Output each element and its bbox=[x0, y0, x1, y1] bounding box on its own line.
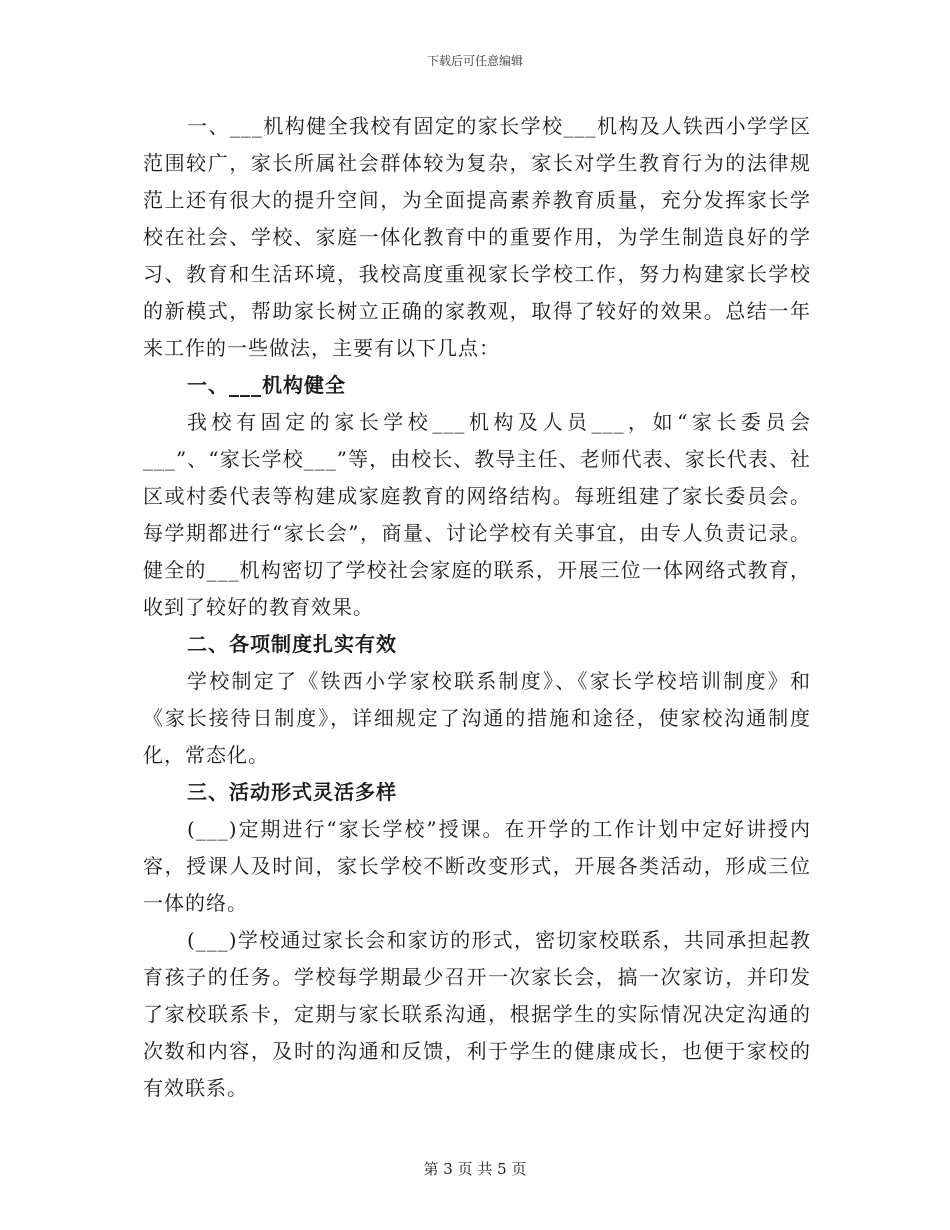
section-3-paragraph-1: (___)定期进行“家长学校”授课。在开学的工作计划中定好讲授内容，授课人及时间，家长学校不断改变形式，开展各类活动，形成三位一体的络。 bbox=[143, 817, 811, 915]
section-heading-1: 一、___机构健全 bbox=[187, 373, 346, 397]
section-2-paragraph: 学校制定了《铁西小学家校联系制度》、《家长学校培训制度》和《家长接待日制度》，详细规定了沟通的措施和途径，使家校沟通制度化，常态化。 bbox=[143, 669, 811, 767]
page-header: 下载后可任意编辑 bbox=[426, 54, 523, 68]
section-1-paragraph: 我校有固定的家长学校___机构及人员___，如“家长委员会___”、“家长学校___”等，由校长、教导主任、老师代表、家长代表、社区或村委代表等构建成家庭教育的网络结构。每班组建了家长委员会。每学期都进行“家长会”，商量、讨论学校有关事宜，由专人负责记录。健全的___机构密切了学校社会家庭的联系，开展三位一体网络式教育，收到了较好的教育效果。 bbox=[143, 410, 811, 619]
page-number: 第 3 页 共 5 页 bbox=[423, 1160, 527, 1178]
section-3-paragraph-2: (___)学校通过家长会和家访的形式，密切家校联系，共同承担起教育孩子的任务。学校每学期最少召开一次家长会，搞一次家访，并印发了家校联系卡，定期与家长联系沟通，根据学生的实际情况决定沟通的次数和内容，及时的沟通和反馈，利于学生的健康成长，也便于家校的有效联系。 bbox=[143, 928, 811, 1100]
document-body bbox=[143, 108, 811, 1107]
section-heading-2: 二、各项制度扎实有效 bbox=[187, 632, 397, 656]
section-heading-3: 三、活动形式灵活多样 bbox=[187, 780, 397, 804]
intro-paragraph: 一、___机构健全我校有固定的家长学校___机构及人铁西小学学区范围较广，家长所属社会群体较为复杂，家长对学生教育行为的法律规范上还有很大的提升空间，为全面提高素养教育质量，充分发挥家长学校在社会、学校、家庭一体化教育中的重要作用，为学生制造良好的学习、教育和生活环境，我校高度重视家长学校工作，努力构建家长学校的新模式，帮助家长树立正确的家教观，取得了较好的效果。总结一年来工作的一些做法，主要有以下几点： bbox=[143, 114, 811, 360]
